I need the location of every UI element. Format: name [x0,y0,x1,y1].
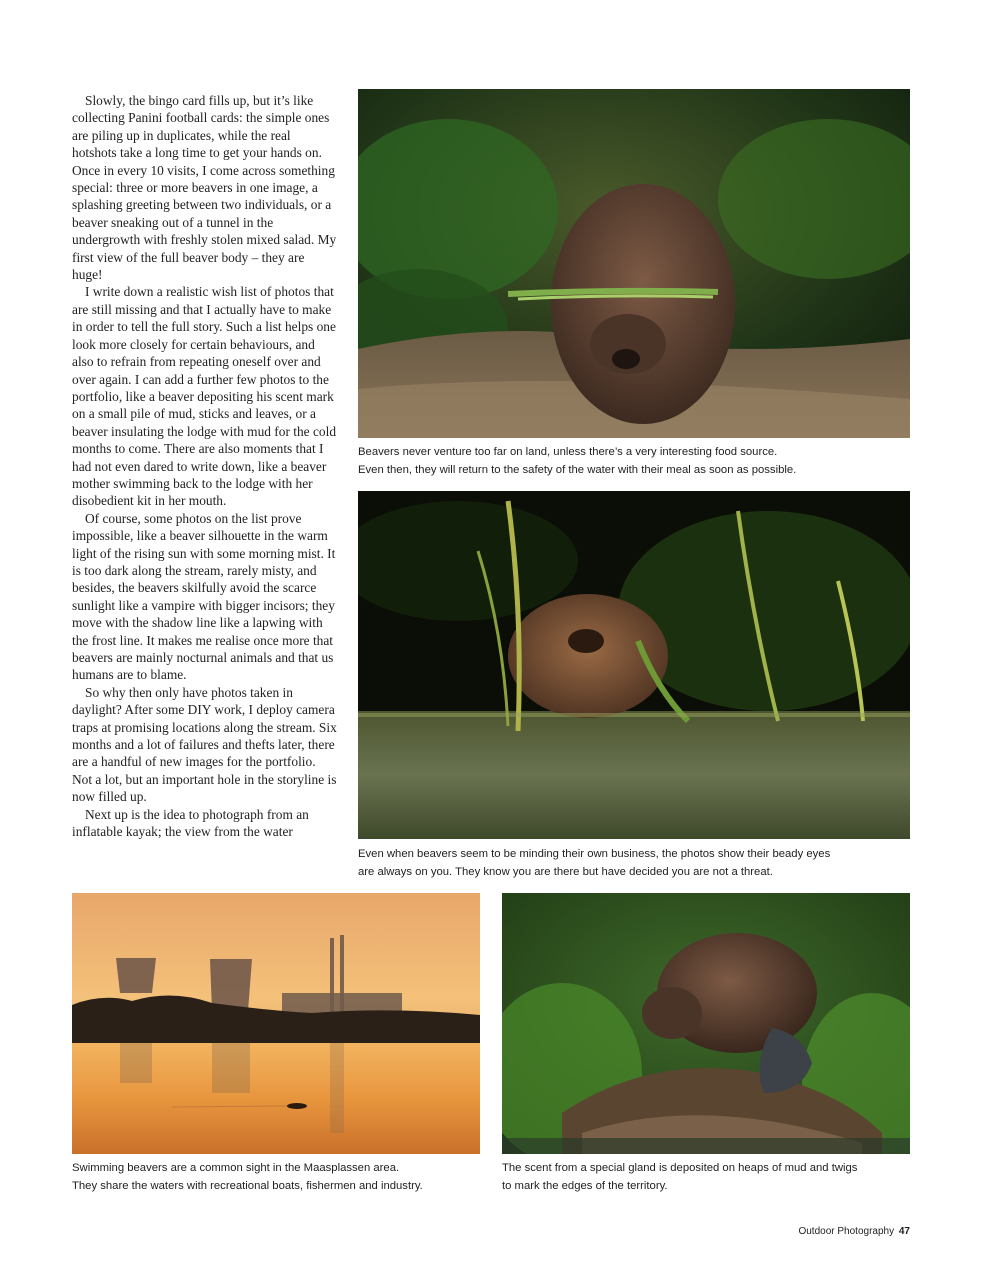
paragraph-1: Slowly, the bingo card fills up, but it’s like collecting Panini football cards: the simple ones are piling up in duplicates, while the real hotshots take a long time to get your hands on. Once in every 10 visits, I come across something special: three or more beavers in one image, a splashing greeting between two individuals, or a beaver sneaking out of a tunnel in the undergrowth with freshly stolen mixed salad. My first view of the full beaver body – they are huge! [72,93,337,283]
photo-beaver-in-water [358,491,910,839]
page-number: 47 [898,1226,910,1237]
caption-line-1: Swimming beavers are a common sight in the Maasplassen area. [72,1162,400,1174]
caption-beaver-in-water [358,845,830,881]
caption-line-2: to mark the edges of the territory. [502,1180,668,1192]
caption-line-2: are always on you. They know you are there but have decided you are not a threat. [358,866,773,878]
magazine-name: Outdoor Photography [798,1226,895,1237]
caption-beaver-scent-mark [502,1159,857,1195]
caption-line-1: Beavers never venture too far on land, unless there’s a very interesting food source. [358,446,778,458]
caption-sunset-industry [72,1159,423,1195]
paragraph-5: Next up is the idea to photograph from an inflatable kayak; the view from the water [72,806,309,840]
photo-sunset-industry [72,893,480,1154]
page-folio [798,1226,910,1237]
paragraph-3: Of course, some photos on the list prove impossible, like a beaver silhouette in the warm light of the rising sun with some morning mist. It is too dark along the stream, rarely misty, and besides, the beavers skilfully avoid the scarce sunlight like a vampire with bigger incisors; they move with the shadow line like a lapwing with the frost line. It makes me realise once more that beavers are mainly nocturnal animals and that us humans are to blame. [72,510,336,683]
caption-line-1: The scent from a special gland is deposited on heaps of mud and twigs [502,1162,858,1174]
photo-beaver-scent-mark [502,893,910,1154]
caption-beaver-on-land [358,443,796,479]
paragraph-2: I write down a realistic wish list of photos that are still missing and that I actually have to make in order to tell the full story. Such a list helps one look more closely for certain behaviours, and also to refrain from repeating oneself over and over again. I can add a further few photos to the portfolio, like a beaver depositing his scent mark on a small pile of mud, sticks and leaves, or a beaver insulating the lodge with mud for the cold months to come. There are also moments that I had not even dared to write down, like a beaver mother swimming back to the lodge with her disobedient kit in her mouth. [72,284,337,509]
paragraph-4: So why then only have photos taken in daylight? After some DIY work, I deploy camera traps at promising locations along the stream. Six months and a lot of failures and thefts later, there are a handful of new images for the portfolio. Not a lot, but an important hole in the storyline is now filled up. [72,684,337,805]
article-body [72,92,338,840]
caption-line-1: Even when beavers seem to be minding their own business, the photos show their beady eyes [358,848,831,860]
caption-line-2: They share the waters with recreational boats, fishermen and industry. [72,1180,423,1192]
caption-line-2: Even then, they will return to the safety of the water with their meal as soon as possible. [358,464,797,476]
photo-beaver-on-land [358,89,910,438]
